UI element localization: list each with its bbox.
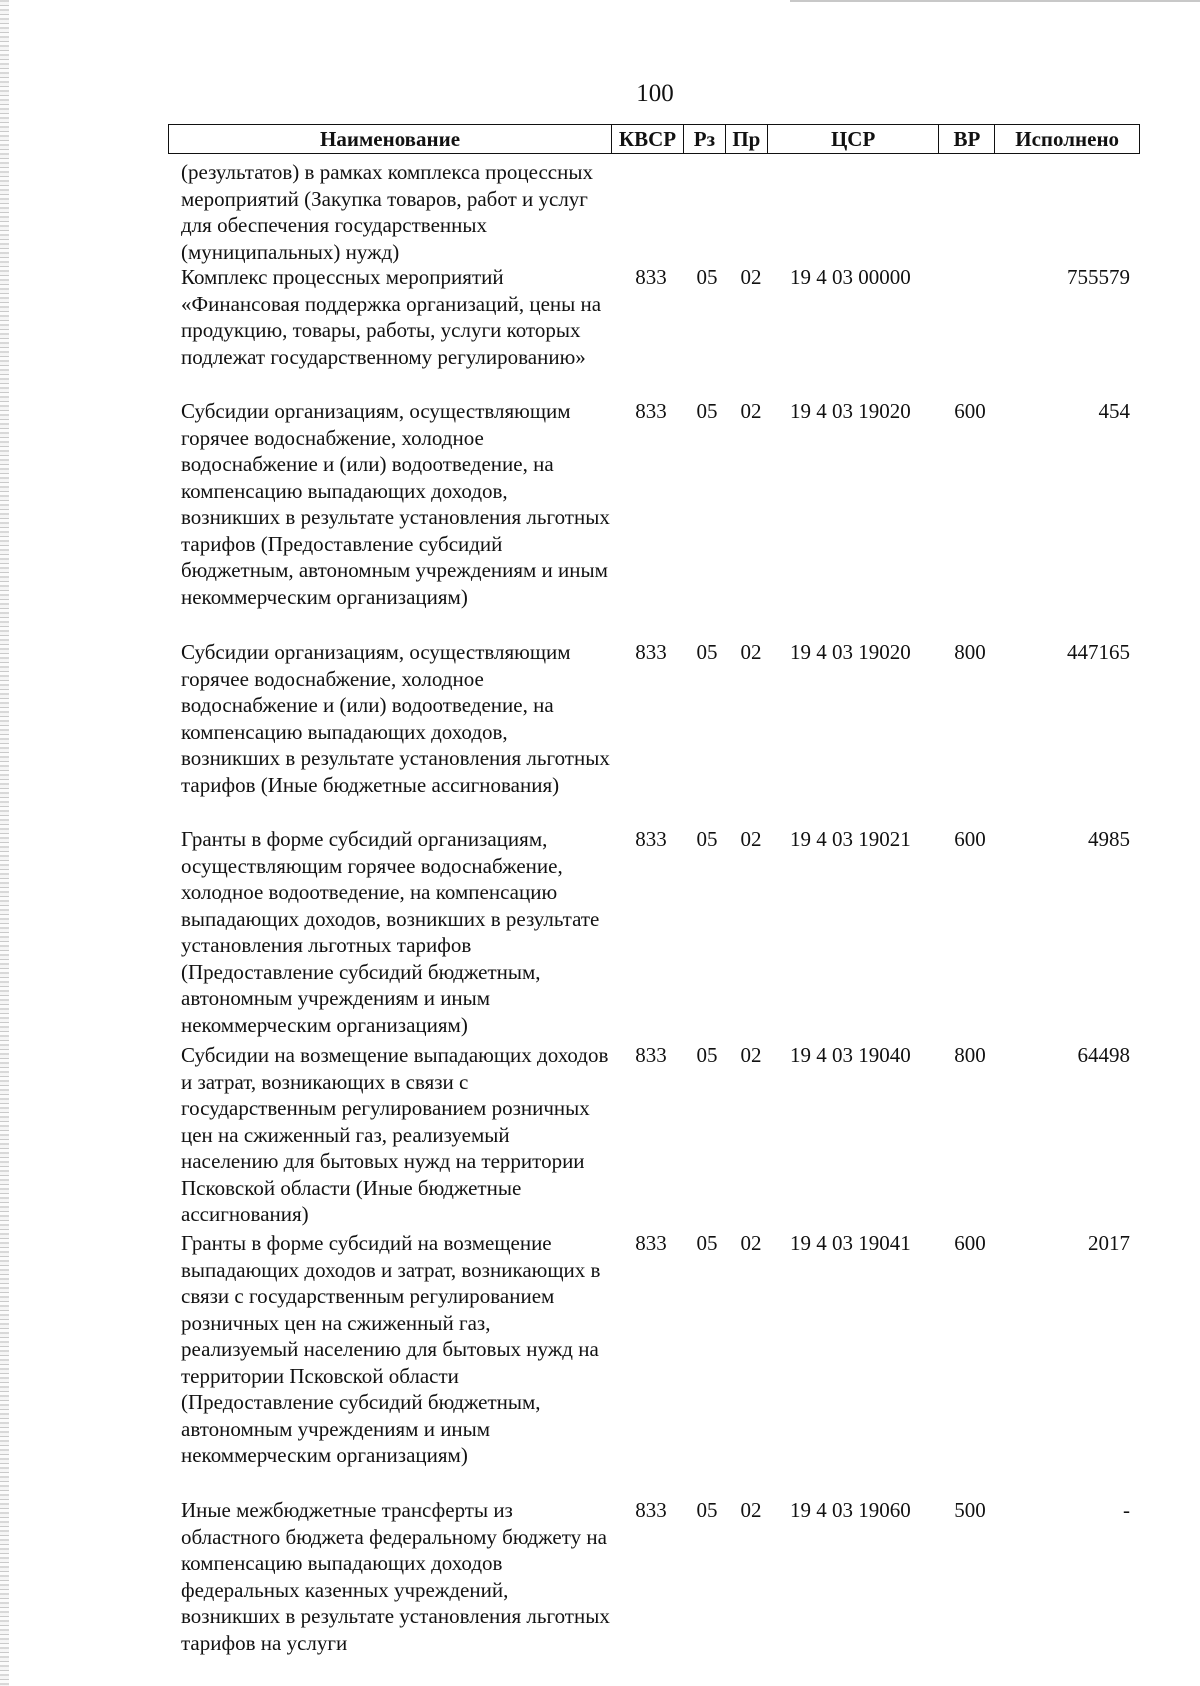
header-csr: ЦСР <box>768 125 940 153</box>
row-name: Субсидии организациям, осуществляющим горячее водоснабжение, холодное водоснабжение и (или) водоотведение, на компенсацию выпадающих доходов, возникших в результате установления льготных тарифов (Предоставление субсидий бюджетным, автономным учреждениям и иным некоммерческим организациям) <box>181 399 610 609</box>
row-kvsr: 833 <box>635 265 667 289</box>
row-rz: 05 <box>696 1231 718 1255</box>
row-vr: 500 <box>954 1498 986 1522</box>
header-kvsr: КВСР <box>612 125 684 153</box>
row-name: Субсидии на возмещение выпадающих доходов и затрат, возникающих в связи с государственным регулированием розничных цен на сжиженный газ, реализуемый населению для бытовых нужд на территории Псковской области (Иные бюджетные ассигнования) <box>181 1043 609 1226</box>
row-kvsr: 833 <box>635 1043 667 1067</box>
row-pr: 02 <box>740 640 762 664</box>
row-kvsr: 833 <box>635 827 667 851</box>
row-csr: 19 4 03 19060 <box>790 1498 911 1522</box>
row-name: Комплекс процессных мероприятий «Финансовая поддержка организаций, цены на продукцию, товары, работы, услуги которых подлежат государственному регулированию» <box>181 265 602 369</box>
row-name: Иные межбюджетные трансферты из областного бюджета федеральному бюджету на компенсацию выпадающих доходов федеральных казенных учреждений, возникших в результате установления льготных тарифов на услуги <box>181 1498 610 1655</box>
row-kvsr: 833 <box>635 1498 667 1522</box>
row-pr: 02 <box>740 399 762 423</box>
row-rz: 05 <box>696 1043 718 1067</box>
row-pr: 02 <box>740 265 762 289</box>
header-done: Исполнено <box>1015 126 1120 151</box>
row-vr: 600 <box>954 1231 986 1255</box>
row-continuation: (результатов) в рамках комплекса процессных мероприятий (Закупка товаров, работ и услуг для обеспечения государственных (муниципальных) нужд) <box>181 160 593 264</box>
row-name: Гранты в форме субсидий на возмещение выпадающих доходов и затрат, возникающих в связи с государственным регулированием розничных цен на сжиженный газ, реализуемый населению для бытовых нужд на территории Псковской области (Предоставление субсидий бюджетным, автономным учреждениям и иным некоммерческим организациям) <box>181 1231 601 1467</box>
scan-edge <box>0 0 9 1686</box>
row-vr: 800 <box>954 1043 986 1067</box>
row-rz: 05 <box>696 265 718 289</box>
header-name: Наименование <box>169 125 612 153</box>
row-vr: 800 <box>954 640 986 664</box>
row-rz: 05 <box>696 1498 718 1522</box>
row-done: 454 <box>1098 399 1130 423</box>
row-done: 2017 <box>1088 1231 1130 1255</box>
table-header <box>168 124 1140 154</box>
row-kvsr: 833 <box>635 1231 667 1255</box>
row-vr: 600 <box>954 399 986 423</box>
row-done: 64498 <box>1077 1043 1130 1067</box>
row-pr: 02 <box>740 827 762 851</box>
row-done: 4985 <box>1088 827 1130 851</box>
scan-edge-top <box>790 0 1200 2</box>
row-kvsr: 833 <box>635 640 667 664</box>
row-rz: 05 <box>696 399 718 423</box>
row-name: Гранты в форме субсидий организациям, осуществляющим горячее водоснабжение, холодное водоотведение, на компенсацию выпадающих доходов, возникших в результате установления льготных тарифов (Предоставление субсидий бюджетным, автономным учреждениям и иным некоммерческим организациям) <box>181 827 600 1037</box>
row-done: 755579 <box>1067 265 1130 289</box>
header-vr: ВР <box>939 125 995 153</box>
row-name: Субсидии организациям, осуществляющим горячее водоснабжение, холодное водоснабжение и (или) водоотведение, на компенсацию выпадающих доходов, возникших в результате установления льготных тарифов (Иные бюджетные ассигнования) <box>181 640 610 797</box>
row-done: - <box>1123 1498 1130 1522</box>
row-kvsr: 833 <box>635 399 667 423</box>
header-rz: Рз <box>684 125 726 153</box>
row-csr: 19 4 03 19020 <box>790 640 911 664</box>
page-number: 100 <box>636 80 674 107</box>
row-vr: 600 <box>954 827 986 851</box>
row-done: 447165 <box>1067 640 1130 664</box>
row-pr: 02 <box>740 1498 762 1522</box>
row-rz: 05 <box>696 640 718 664</box>
row-pr: 02 <box>740 1043 762 1067</box>
row-csr: 19 4 03 19041 <box>790 1231 911 1255</box>
row-csr: 19 4 03 19020 <box>790 399 911 423</box>
header-pr: Пр <box>726 125 768 153</box>
row-csr: 19 4 03 00000 <box>790 265 911 289</box>
row-csr: 19 4 03 19021 <box>790 827 911 851</box>
row-csr: 19 4 03 19040 <box>790 1043 911 1067</box>
row-rz: 05 <box>696 827 718 851</box>
row-pr: 02 <box>740 1231 762 1255</box>
